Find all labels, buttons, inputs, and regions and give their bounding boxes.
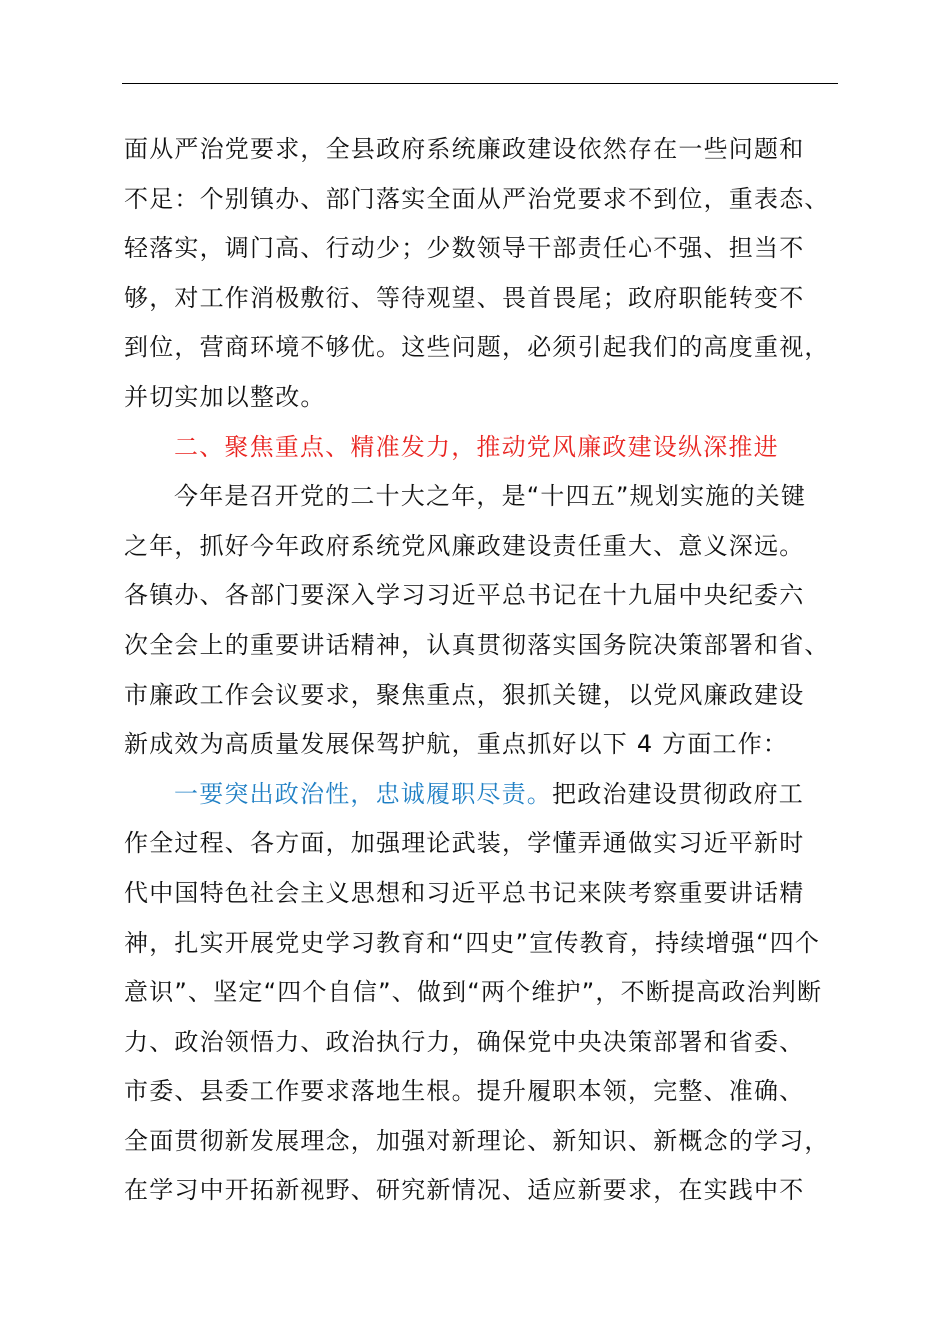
- paragraph-continued: [124, 125, 860, 423]
- text-line: 市委、县委工作要求落地生根。提升履职本领，完整、准确、: [124, 1077, 805, 1106]
- header-rule: [122, 83, 838, 84]
- text-line: 作全过程、各方面，加强理论武装，学懂弄通做实习近平新时: [124, 829, 805, 858]
- text-line: 市廉政工作会议要求，聚焦重点，狠抓关键，以党风廉政建设: [124, 680, 805, 709]
- text-line: [124, 770, 860, 820]
- text-line: 全面贯彻新发展理念，加强对新理论、新知识、新概念的学习，: [124, 1126, 830, 1155]
- text-line: 轻落实，调门高、行动少；少数领导干部责任心不强、担当不: [124, 234, 805, 263]
- text-line: 并切实加以整改。: [124, 382, 326, 411]
- text-line: 面从严治党要求，全县政府系统廉政建设依然存在一些问题和: [124, 135, 805, 163]
- text-line: 不足：个别镇办、部门落实全面从严治党要求不到位，重表态、: [124, 184, 830, 213]
- text-line: 次全会上的重要讲话精神，认真贯彻落实国务院决策部署和省、: [124, 630, 830, 659]
- text-line: 意识”、坚定“四个自信”、做到“两个维护”，不断提高政治判断: [124, 978, 823, 1007]
- lead-line-rest: 把政治建设贯彻政府工: [552, 779, 804, 808]
- section-heading: 二、聚焦重点、精准发力，推动党风廉政建设纵深推进: [174, 432, 779, 461]
- paragraph-point-one: [124, 770, 860, 1216]
- text-line: 到位，营商环境不够优。这些问题，必须引起我们的高度重视，: [124, 333, 830, 362]
- text-line: 代中国特色社会主义思想和习近平总书记来陕考察重要讲话精: [124, 878, 805, 907]
- lead-sentence: 一要突出政治性，忠诚履职尽责。: [174, 779, 552, 808]
- text-line: 之年，抓好今年政府系统党风廉政建设责任重大、意义深远。: [124, 531, 805, 560]
- text-line: 今年是召开党的二十大之年，是“十四五”规划实施的关键: [174, 482, 807, 511]
- text-line: 神，扎实开展党史学习教育和“四史”宣传教育，持续增强“四个: [124, 928, 821, 957]
- document-body: [124, 125, 860, 1216]
- text-line: 各镇办、各部门要深入学习习近平总书记在十九届中央纪委六: [124, 581, 805, 610]
- text-line: 在学习中开拓新视野、研究新情况、适应新要求，在实践中不: [124, 1176, 805, 1205]
- paragraph-intro: [124, 472, 860, 770]
- text-line: 力、政治领悟力、政治执行力，确保党中央决策部署和省委、: [124, 1027, 805, 1056]
- text-line: 新成效为高质量发展保驾护航，重点抓好以下 4 方面工作：: [124, 730, 789, 759]
- text-line: 够，对工作消极敷衍、等待观望、畏首畏尾；政府职能转变不: [124, 283, 805, 312]
